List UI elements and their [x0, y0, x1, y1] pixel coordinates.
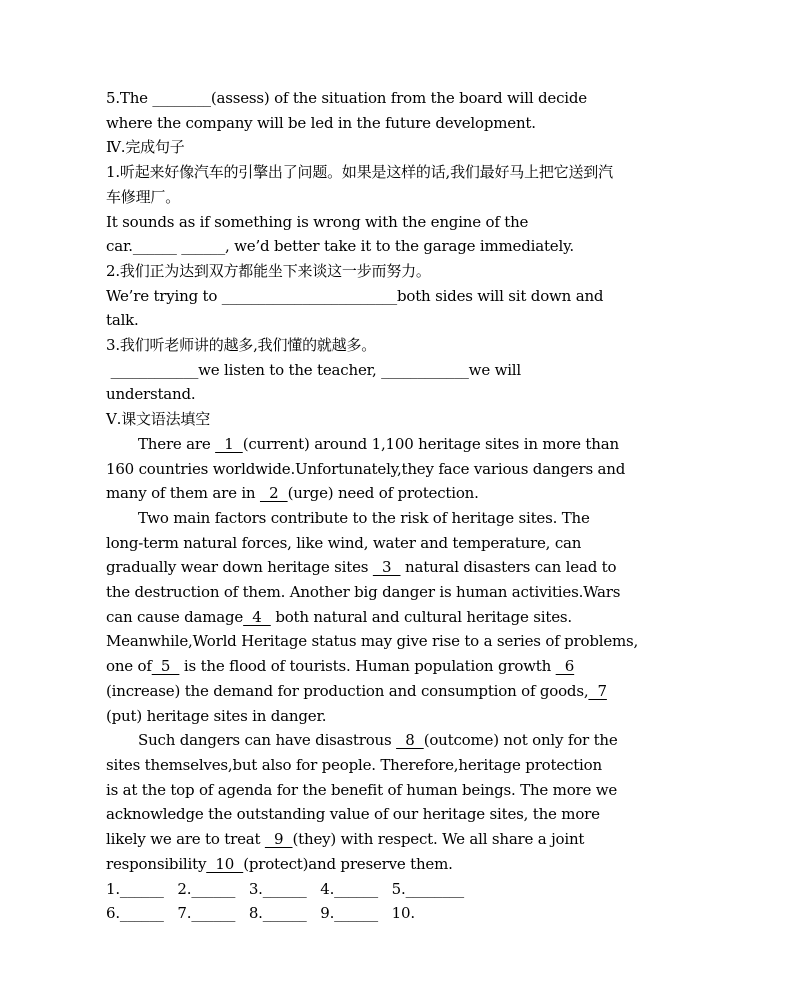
- q5-line-1: 5.The ________(assess) of the situation from the board will decide: [106, 89, 587, 107]
- p3-line-2: sites themselves,but also for people. Therefore,heritage protection: [106, 755, 602, 774]
- s4-item1-cn-line2: 车修理厂。: [106, 187, 181, 206]
- blank-10: 10: [206, 854, 244, 873]
- p2-text: is the flood of tourists. Human population growth: [179, 657, 556, 676]
- s4-item1-en-line1: It sounds as if something is wrong with the engine of the: [106, 212, 529, 231]
- p3-line-6: [106, 852, 706, 877]
- p2-line-8: [106, 679, 706, 704]
- blank-9: 9: [264, 830, 293, 849]
- p1-line-2: 160 countries worldwide.Unfortunately,they face various dangers and: [106, 459, 626, 478]
- p2-line-5: [106, 605, 706, 630]
- blank-4: 4: [243, 607, 271, 626]
- p3-text: (they) with respect. We all share a joint: [292, 830, 585, 849]
- p3-line-5: [106, 827, 706, 852]
- s4-item3-en-line1: ____________we listen to the teacher, ____________we will: [106, 360, 521, 379]
- p2-text: can cause damage: [106, 607, 244, 626]
- s4-item2-en-line1: We’re trying to ________________________both sides will sit down and: [106, 286, 604, 305]
- answer-row-2: 6.______ 7.______ 8.______ 9.______ 10.: [106, 904, 415, 923]
- s4-item1-cn-line1: 1.听起来好像汽车的引擎出了问题。如果是这样的话,我们最好马上把它送到汽: [106, 163, 613, 182]
- blank-7: 7: [588, 681, 607, 700]
- p3-text: Such dangers can have disastrous: [138, 731, 397, 750]
- blank-2: 2: [259, 484, 288, 503]
- section-4-heading: Ⅳ.完成句子: [106, 138, 185, 157]
- s4-item2-cn-line1: 2.我们正为达到双方都能坐下来谈这一步而努力。: [106, 261, 431, 280]
- p2-line-7: [106, 654, 706, 679]
- answer-row-1: 1.______ 2.______ 3.______ 4.______ 5.________: [106, 879, 464, 898]
- p1-line-3: [106, 481, 706, 506]
- blank-8: 8: [396, 731, 424, 750]
- worksheet-content: [106, 86, 706, 926]
- p2-line-2: long-term natural forces, like wind, water and temperature, can: [106, 533, 582, 552]
- p2-text: (increase) the demand for production and consumption of goods,: [106, 681, 589, 700]
- s4-item3-cn-line1: 3.我们听老师讲的越多,我们懂的就越多。: [106, 336, 377, 355]
- p1-text: There are: [138, 434, 216, 453]
- q5-line-2: where the company will be led in the future development.: [106, 113, 536, 132]
- p3-text: responsibility: [106, 854, 207, 873]
- blank-3: 3: [372, 558, 401, 577]
- section-5-heading: Ⅴ.课文语法填空: [106, 410, 211, 429]
- blank-5: 5: [151, 657, 180, 676]
- p2-text: both natural and cultural heritage sites.: [270, 607, 572, 626]
- p3-line-1: [106, 728, 706, 753]
- p1-text: (current) around 1,100 heritage sites in more than: [242, 434, 619, 453]
- p2-line-4: the destruction of them. Another big danger is human activities.Wars: [106, 583, 621, 602]
- p2-text: gradually wear down heritage sites: [106, 558, 373, 577]
- p2-text: natural disasters can lead to: [400, 558, 617, 577]
- p2-text: one of: [106, 657, 152, 676]
- p3-line-3: is at the top of agenda for the benefit of human beings. The more we: [106, 780, 618, 799]
- blank-1: 1: [215, 434, 243, 453]
- p3-line-4: acknowledge the outstanding value of our heritage sites, the more: [106, 805, 600, 824]
- p3-text: (protect)and preserve them.: [243, 854, 453, 873]
- p2-line-6: Meanwhile,World Heritage status may give rise to a series of problems,: [106, 632, 639, 651]
- p2-line-9: (put) heritage sites in danger.: [106, 706, 327, 725]
- s4-item3-en-line2: understand.: [106, 385, 196, 404]
- p2-line-3: [106, 555, 706, 580]
- p1-text: many of them are in: [106, 484, 260, 503]
- blank-6: 6: [555, 657, 575, 676]
- p2-line-1: Two main factors contribute to the risk of heritage sites. The: [138, 508, 590, 527]
- p3-text: likely we are to treat: [106, 830, 265, 849]
- s4-item2-en-line2: talk.: [106, 311, 139, 330]
- p1-text: (urge) need of protection.: [287, 484, 479, 503]
- s4-item1-en-line2: car.______ ______, we’d better take it to the garage immediately.: [106, 237, 574, 256]
- p3-text: (outcome) not only for the: [423, 731, 618, 750]
- p1-line-1: [106, 432, 706, 457]
